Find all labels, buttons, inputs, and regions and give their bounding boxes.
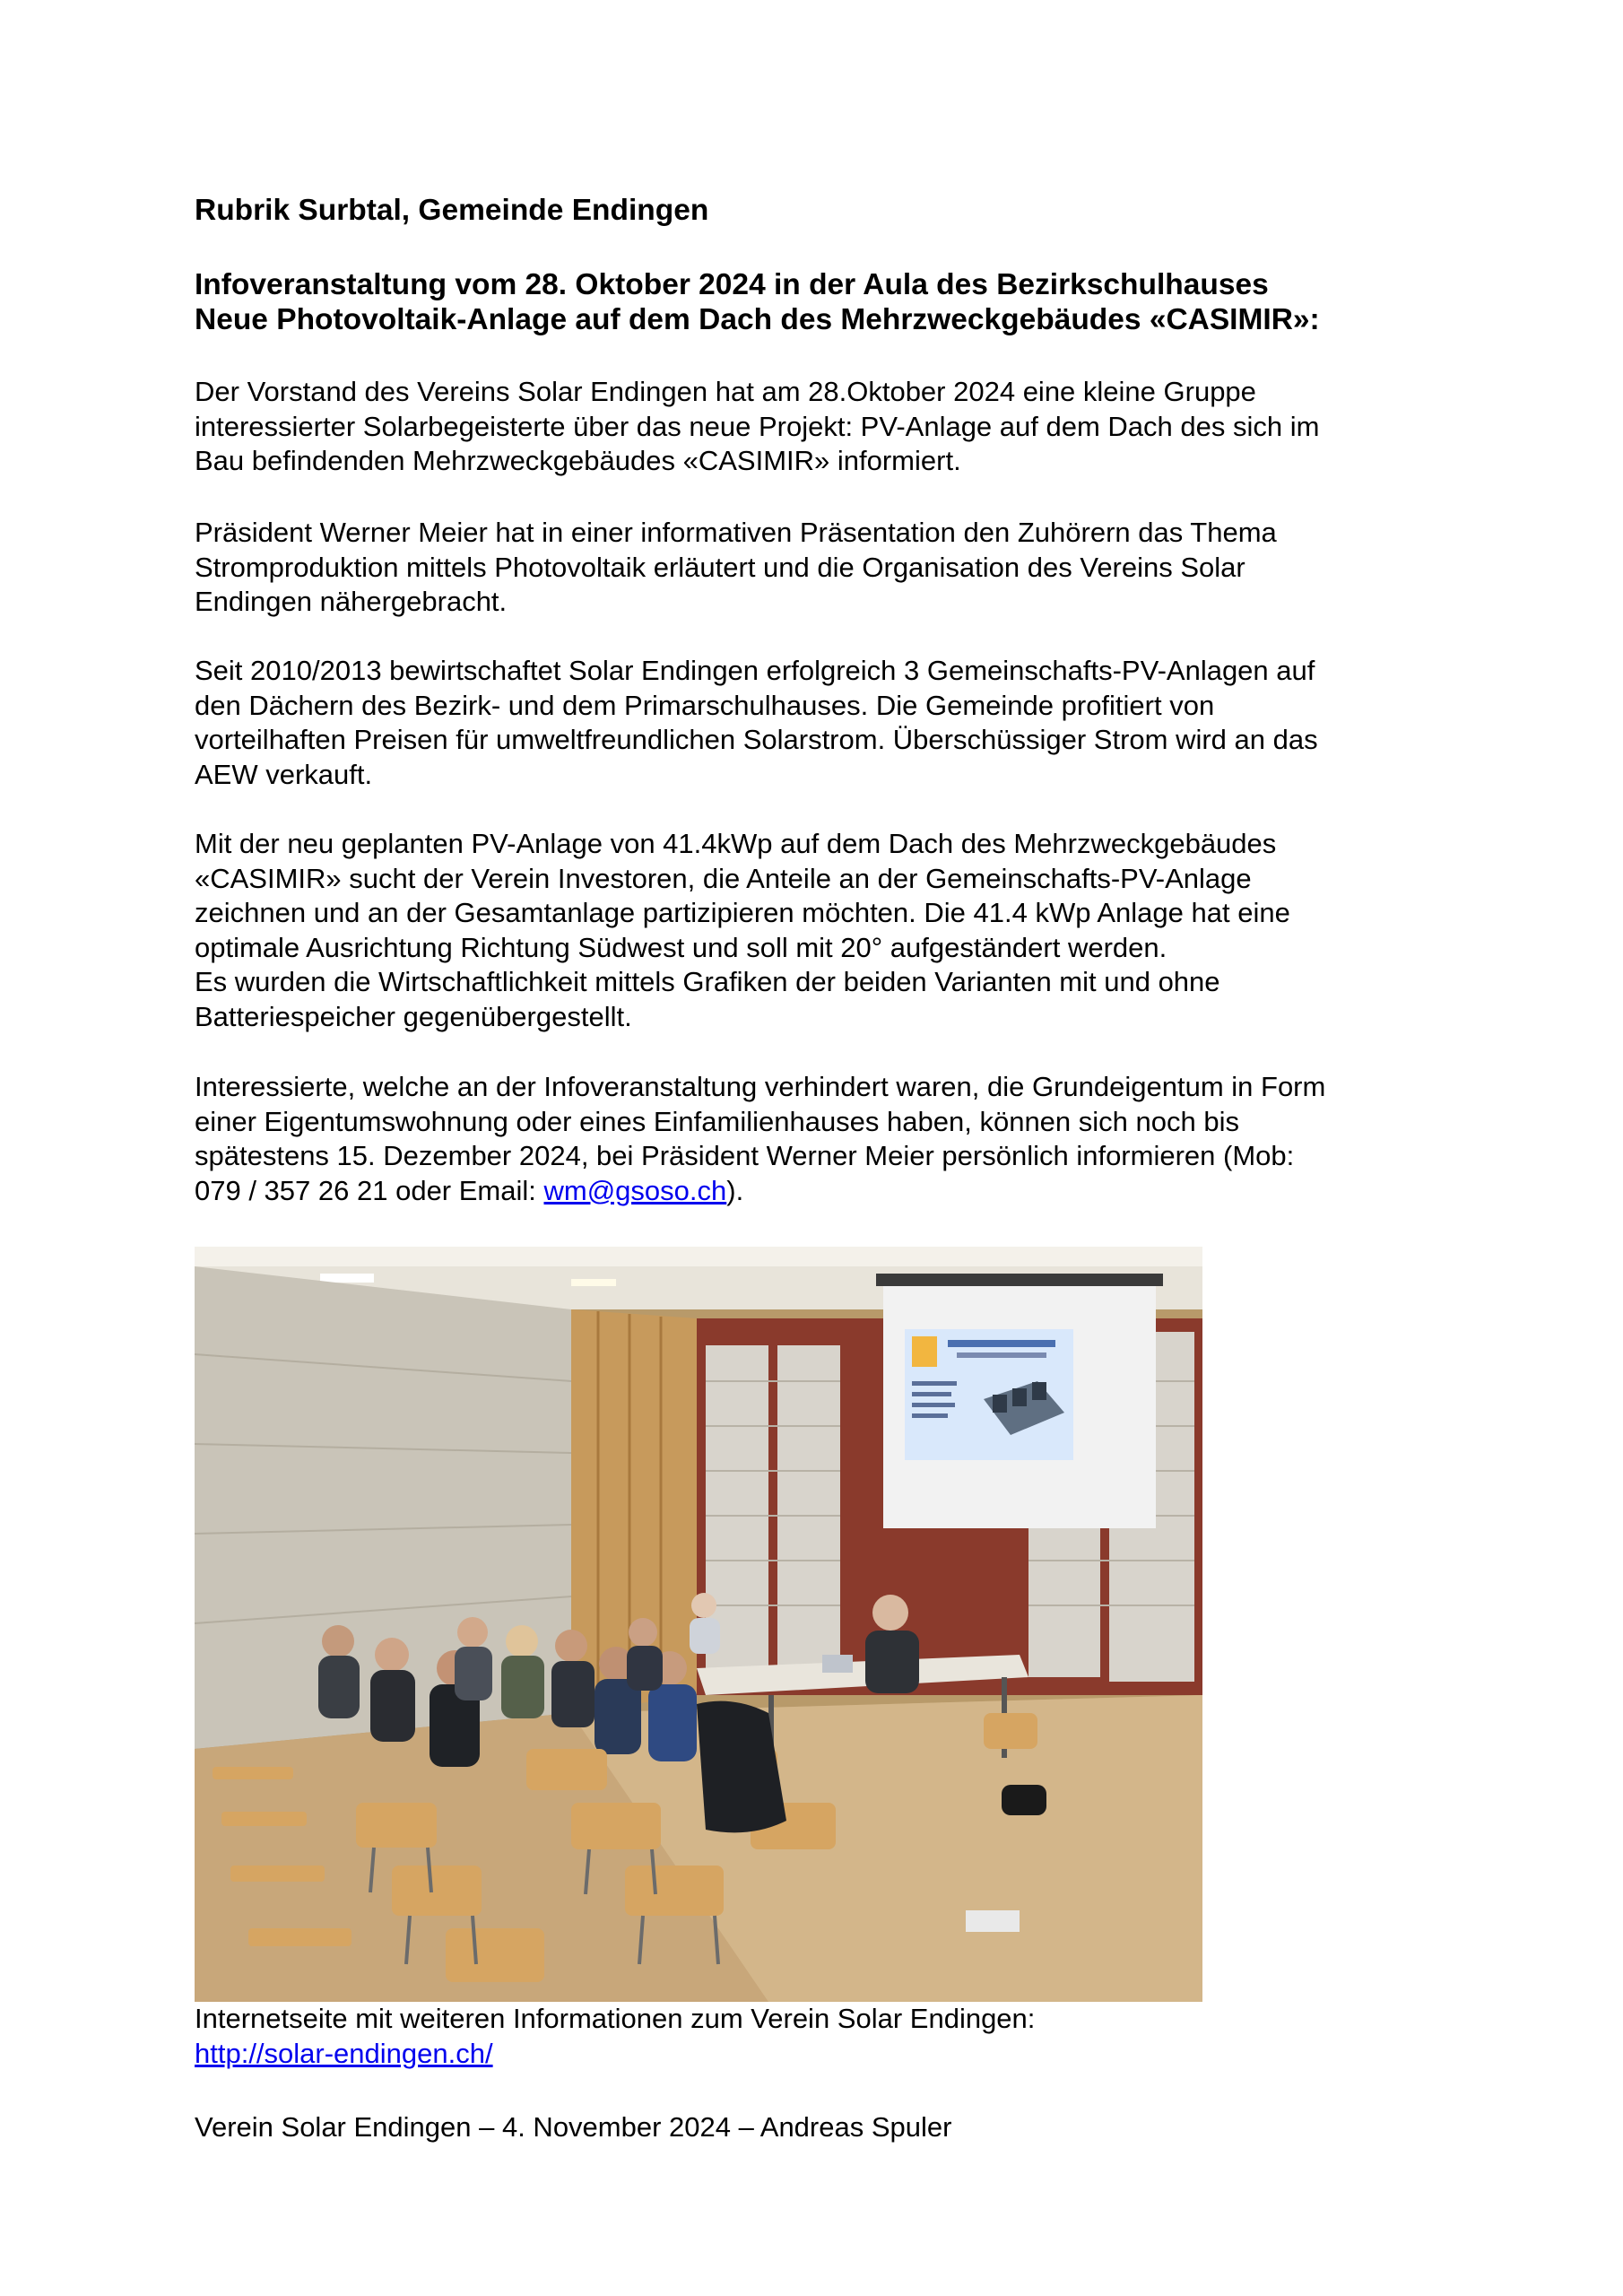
headline-line-1: Infoveranstaltung vom 28. Oktober 2024 in der Aula des Bezirkschulhauses (195, 268, 1269, 301)
paragraph-line: vorteilhaften Preisen für umweltfreundlichen Solarstrom. Überschüssiger Strom wird an das (195, 724, 1318, 756)
paragraph-line: «CASIMIR» sucht der Verein Investoren, die Anteile an der Gemeinschafts-PV-Anlage (195, 862, 1252, 894)
website-link[interactable]: http://solar-endingen.ch/ (195, 2037, 493, 2069)
email-link[interactable]: wm@gsoso.ch (543, 1174, 727, 1206)
paragraph-line: AEW verkauft. (195, 758, 373, 790)
footer-signature: Verein Solar Endingen – 4. November 2024 – Andreas Spuler (195, 2111, 952, 2143)
paragraph-5 (195, 1070, 1325, 1208)
event-photo (195, 1247, 1202, 2002)
paragraph-line: zeichnen und an der Gesamtanlage partizipieren möchten. Die 41.4 kWp Anlage hat eine (195, 897, 1290, 929)
headline-line-2: Neue Photovoltaik-Anlage auf dem Dach des Mehrzweckgebäudes «CASIMIR»: (195, 303, 1320, 336)
paragraph-3 (195, 654, 1318, 792)
paragraph-line: interessierter Solarbegeisterte über das neue Projekt: PV-Anlage auf dem Dach des sich im (195, 410, 1320, 442)
paragraph-line: Interessierte, welche an der Infoveranstaltung verhindert waren, die Grundeigentum in Form (195, 1071, 1326, 1102)
caption-text: Internetseite mit weiteren Informationen zum Verein Solar Endingen: (195, 2003, 1036, 2034)
paragraph-line: Es wurden die Wirtschaftlichkeit mittels Grafiken der beiden Varianten mit und ohne (195, 966, 1220, 998)
paragraph-line: Bau befindenden Mehrzweckgebäudes «CASIMIR» informiert. (195, 445, 961, 477)
paragraph-line: Seit 2010/2013 bewirtschaftet Solar Endingen erfolgreich 3 Gemeinschafts-PV-Anlagen auf (195, 655, 1315, 686)
contact-suffix: ). (726, 1174, 744, 1206)
rubrik-heading: Rubrik Surbtal, Gemeinde Endingen (195, 194, 709, 227)
paragraph-2 (195, 516, 1277, 620)
contact-text: 079 / 357 26 21 oder Email: (195, 1174, 544, 1206)
paragraph-4 (195, 827, 1290, 1035)
paragraph-line: Endingen nähergebracht. (195, 586, 508, 618)
paragraph-line: den Dächern des Bezirk- und dem Primarschulhauses. Die Gemeinde profitiert von (195, 689, 1215, 721)
paragraph-line: Der Vorstand des Vereins Solar Endingen hat am 28.Oktober 2024 eine kleine Gruppe (195, 376, 1256, 407)
paragraph-line: spätestens 15. Dezember 2024, bei Präsident Werner Meier persönlich informieren (Mob: (195, 1140, 1295, 1172)
article-headline (195, 267, 1320, 337)
paragraph-line: optimale Ausrichtung Richtung Südwest und soll mit 20° aufgeständert werden. (195, 931, 1167, 963)
paragraph-line: Präsident Werner Meier hat in einer informativen Präsentation den Zuhörern das Thema (195, 517, 1277, 548)
paragraph-1 (195, 375, 1319, 479)
paragraph-last-line (195, 1174, 1325, 1209)
paragraph-line: einer Eigentumswohnung oder eines Einfamilienhauses haben, können sich noch bis (195, 1105, 1239, 1137)
paragraph-line: Mit der neu geplanten PV-Anlage von 41.4kWp auf dem Dach des Mehrzweckgebäudes (195, 828, 1277, 859)
photo-caption (195, 2002, 1035, 2071)
paragraph-line: Stromproduktion mittels Photovoltaik erläutert und die Organisation des Vereins Solar (195, 551, 1245, 583)
paragraph-line: Batteriespeicher gegenübergestellt. (195, 1000, 632, 1032)
